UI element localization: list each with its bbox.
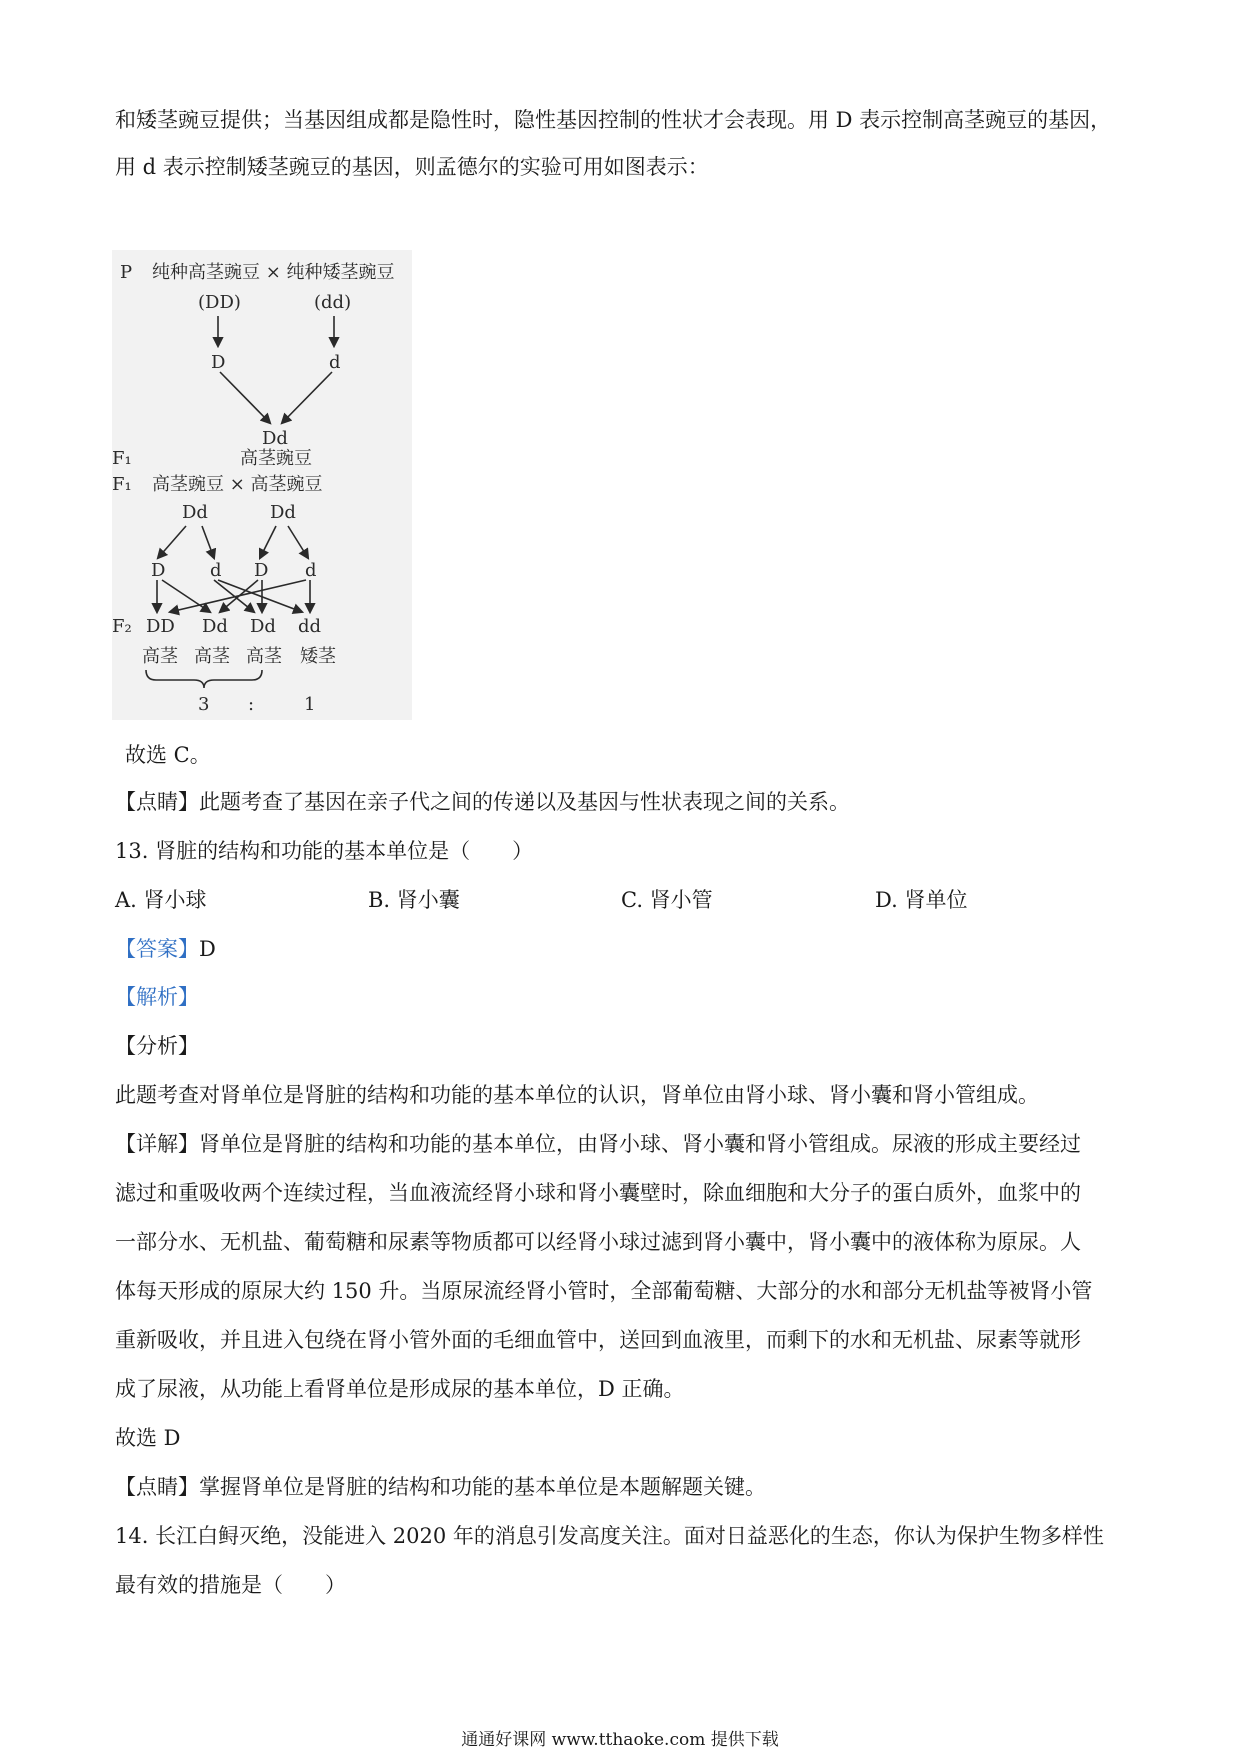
f2-phenotype: 高茎: [194, 646, 230, 667]
q13-fenxi-text: 此题考查对肾单位是肾脏的结构和功能的基本单位的认识，肾单位由肾小球、肾小囊和肾小管组成。: [115, 1083, 1039, 1107]
f1-gamete: D: [151, 560, 166, 581]
q14-question-line-1: 14. 长江白鲟灭绝，没能进入 2020 年的消息引发高度关注。面对日益恶化的生态，你认为保护生物多样性: [115, 1524, 1104, 1548]
f1-label: F₁: [112, 448, 132, 469]
q13-question: 13. 肾脏的结构和功能的基本单位是（ ）: [115, 839, 534, 863]
f2-genotype: Dd: [250, 616, 276, 637]
q13-choice: 故选 D: [115, 1426, 181, 1450]
ratio-right: 1: [304, 694, 316, 715]
q13-answer: [115, 935, 216, 963]
arrows: [218, 316, 334, 423]
p-label: P: [120, 262, 133, 283]
f2-genotype: DD: [146, 616, 175, 637]
f2-phenotype: 高茎: [142, 646, 178, 667]
intro-line-2: 用 d 表示控制矮茎豌豆的基因，则孟德尔的实验可用如图表示：: [115, 155, 709, 179]
q13-jiexi-tag: 【解析】: [115, 985, 199, 1009]
f1-gamete: d: [305, 560, 317, 581]
answer-tag: 【答案】: [115, 937, 199, 961]
genetics-cross-diagram: [112, 250, 412, 720]
f1-parent-left: Dd: [182, 502, 208, 523]
q13-option-c: C. 肾小管: [621, 888, 713, 912]
f2-genotype: dd: [298, 616, 322, 637]
q14-question-line-2: 最有效的措施是（ ）: [115, 1573, 346, 1597]
ratio-brace: [146, 670, 262, 688]
f2-phenotype: 矮茎: [300, 646, 336, 667]
q13-detail-line: 【详解】肾单位是肾脏的结构和功能的基本单位，由肾小球、肾小囊和肾小管组成。尿液的形成主要经过: [115, 1132, 1081, 1156]
p-genotype-left: (DD): [198, 292, 241, 313]
q12-dianjing: 【点睛】此题考查了基因在亲子代之间的传递以及基因与性状表现之间的关系。: [115, 790, 850, 814]
f1-gamete: D: [254, 560, 269, 581]
f2-genotype: Dd: [202, 616, 228, 637]
q13-option-d: D. 肾单位: [875, 888, 968, 912]
q13-fenxi-tag: 【分析】: [115, 1034, 199, 1058]
f1-gamete: d: [210, 560, 222, 581]
ratio-separator: :: [248, 694, 255, 715]
f1-genotype: Dd: [262, 428, 288, 449]
answer-value: D: [199, 937, 216, 961]
f1-cross-text: 高茎豌豆 × 高茎豌豆: [152, 474, 323, 495]
f1-phenotype: 高茎豌豆: [240, 448, 312, 469]
f2-phenotype: 高茎: [246, 646, 282, 667]
q13-detail-line: 体每天形成的原尿大约 150 升。当原尿流经肾小管时，全部葡萄糖、大部分的水和部分无机盐等被肾小管: [115, 1279, 1093, 1303]
q12-choice: 故选 C。: [125, 743, 211, 767]
p-gamete-d: d: [329, 352, 341, 373]
q13-option-a: A. 肾小球: [115, 888, 207, 912]
f1-arrows: [157, 526, 310, 612]
q13-option-b: B. 肾小囊: [368, 888, 460, 912]
f1-cross-label: F₁: [112, 474, 132, 495]
f1-parent-right: Dd: [270, 502, 296, 523]
q13-dianjing: 【点睛】掌握肾单位是肾脏的结构和功能的基本单位是本题解题关键。: [115, 1475, 766, 1499]
q13-detail-line: 一部分水、无机盐、葡萄糖和尿素等物质都可以经肾小球过滤到肾小囊中，肾小囊中的液体称为原尿。人: [115, 1230, 1081, 1254]
p-gamete-D: D: [211, 352, 226, 373]
q13-detail-line: 重新吸收，并且进入包绕在肾小管外面的毛细血管中，送回到血液里，而剩下的水和无机盐、尿素等就形: [115, 1328, 1081, 1352]
intro-line-1: 和矮茎豌豆提供；当基因组成都是隐性时，隐性基因控制的性状才会表现。用 D 表示控制高茎豌豆的基因，: [115, 108, 1112, 132]
p-genotype-right: (dd): [314, 292, 352, 313]
p-cross-text: 纯种高茎豌豆 × 纯种矮茎豌豆: [152, 262, 395, 283]
q13-detail-line: 成了尿液，从功能上看肾单位是形成尿的基本单位，D 正确。: [115, 1377, 685, 1401]
q13-detail-line: 滤过和重吸收两个连续过程，当血液流经肾小球和肾小囊壁时，除血细胞和大分子的蛋白质外，血浆中的: [115, 1181, 1081, 1205]
f2-label: F₂: [112, 616, 132, 637]
page-footer: 通通好课网 www.tthaoke.com 提供下载: [461, 1730, 779, 1750]
ratio-left: 3: [198, 694, 210, 715]
